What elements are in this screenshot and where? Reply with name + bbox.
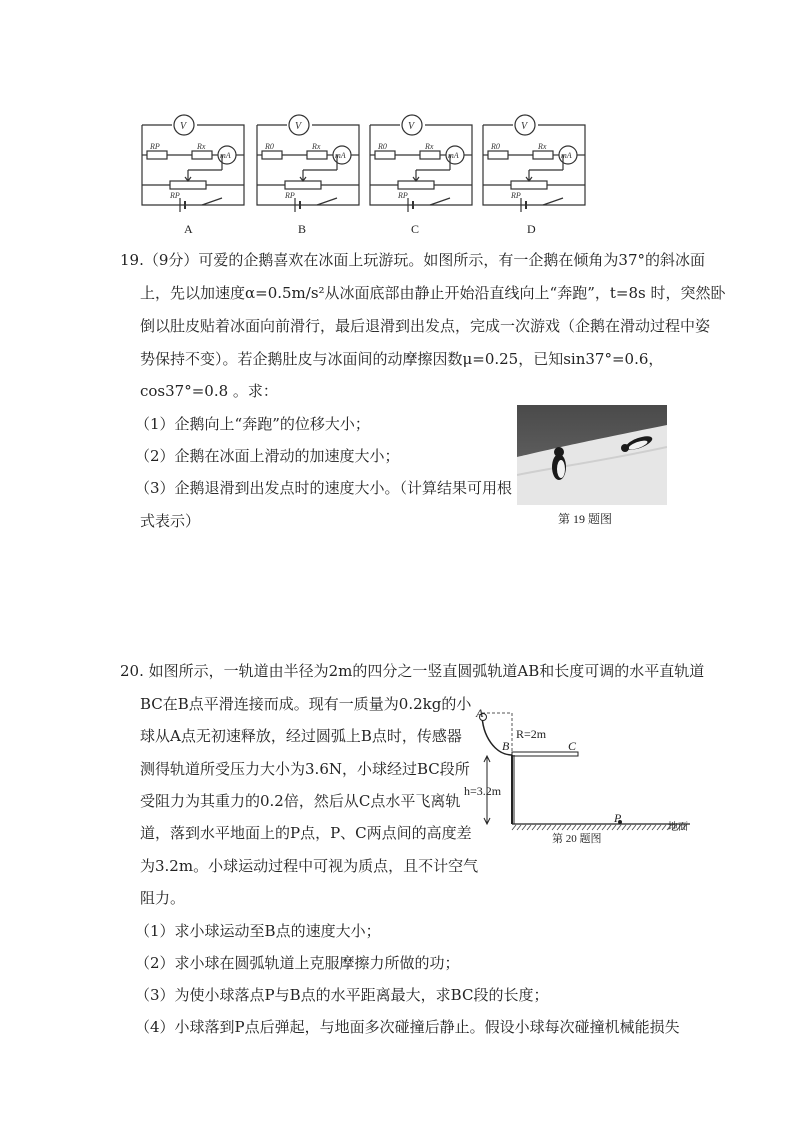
svg-text:Rx: Rx — [538, 142, 547, 151]
q20-line-5: 受阻力为其重力的0.2倍，然后从C点水平飞离轨 — [140, 792, 461, 810]
q20-line-8: 阻力。 — [140, 889, 186, 907]
circuit-b — [257, 115, 359, 212]
circuit-a — [142, 115, 244, 212]
q20-line-7: 为3.2m。小球运动过程中可视为质点，且不计空气 — [140, 857, 479, 875]
fig20-label-c: C — [568, 739, 577, 753]
svg-text:Rx: Rx — [312, 142, 321, 151]
q20-line-4: 测得轨道所受压力大小为3.6N，小球经过BC段所 — [140, 760, 470, 778]
circuit-label-b: B — [298, 222, 307, 236]
q20-sub-2: （2）求小球在圆弧轨道上克服摩擦力所做的功； — [135, 954, 460, 972]
q20-sub-3: （3）为使小球落点P与B点的水平距离最大，求BC段的长度； — [135, 986, 549, 1004]
fig20-label-h: h=3.2m — [464, 784, 502, 798]
circuit-d — [483, 115, 585, 212]
fig20-label-a: A — [476, 706, 484, 720]
q19-sub-3b: 式表示） — [140, 512, 201, 530]
svg-text:RP: RP — [511, 191, 521, 200]
fig20-label-r: R=2m — [516, 727, 547, 741]
circuit-label-d: D — [527, 222, 536, 236]
circuit-label-a: A — [184, 222, 193, 236]
q19-line-4: 势保持不变）。若企鹅肚皮与冰面间的动摩擦因数μ=0.25，已知sin37°=0.6， — [140, 350, 664, 368]
q19-line-3: 倒以肚皮贴着冰面向前滑行，最后退滑到出发点，完成一次游戏（企鹅在滑动过程中姿 — [140, 317, 711, 335]
svg-text:V: V — [408, 121, 415, 132]
svg-text:RP: RP — [150, 142, 160, 151]
svg-text:Rx: Rx — [197, 142, 206, 151]
q19-sub-3: （3）企鹅退滑到出发点时的速度大小。（计算结果可用根 — [135, 479, 513, 497]
svg-text:V: V — [521, 121, 528, 132]
q20-line-3: 球从A点无初速释放，经过圆弧上B点时，传感器 — [140, 727, 462, 745]
q19-line-2: 上，先以加速度α=0.5m/s²从冰面底部由静止开始沿直线向上“奔跑”，t=8s 时，突然卧 — [140, 284, 726, 302]
svg-text:RP: RP — [170, 191, 180, 200]
svg-text:mA: mA — [448, 151, 459, 160]
q19-line-5: cos37°=0.8 。求： — [140, 382, 278, 400]
fig20-label-b: B — [502, 739, 510, 753]
fig20-label-ground: 地面 — [668, 822, 688, 833]
fig20-caption: 第 20 题图 — [552, 833, 602, 845]
svg-text:R0: R0 — [265, 142, 274, 151]
svg-text:R0: R0 — [491, 142, 500, 151]
svg-text:RP: RP — [398, 191, 408, 200]
svg-text:Rx: Rx — [425, 142, 434, 151]
svg-text:V: V — [295, 121, 302, 132]
q19-sub-1: （1）企鹅向上“奔跑”的位移大小； — [135, 415, 370, 433]
svg-text:mA: mA — [335, 151, 346, 160]
q20-line-1: 20. 如图所示，一轨道由半径为2m的四分之一竖直圆弧轨道AB和长度可调的水平直轨道 — [120, 662, 705, 680]
fig20-label-p: P — [614, 811, 622, 825]
svg-text:V: V — [180, 121, 187, 132]
penguin-photo — [517, 405, 667, 505]
q20-sub-4: （4）小球落到P点后弹起，与地面多次碰撞后静止。假设小球每次碰撞机械能损失 — [135, 1018, 680, 1036]
q20-line-6: 道，落到水平地面上的P点，P、C两点间的高度差 — [140, 824, 472, 842]
circuit-diagrams — [130, 110, 730, 240]
q19-figure-caption: 第 19 题图 — [558, 512, 613, 526]
svg-text:RP: RP — [285, 191, 295, 200]
q20-sub-1: （1）求小球运动至B点的速度大小； — [135, 922, 381, 940]
q20-line-2: BC在B点平滑连接而成。现有一质量为0.2kg的小 — [140, 695, 472, 713]
svg-text:R0: R0 — [378, 142, 387, 151]
svg-text:mA: mA — [561, 151, 572, 160]
circuit-c — [370, 115, 472, 212]
circuit-label-c: C — [411, 222, 420, 236]
svg-text:mA: mA — [220, 151, 231, 160]
q19-sub-2: （2）企鹅在冰面上滑动的加速度大小； — [135, 447, 400, 465]
q19-line-1: 19.（9分）可爱的企鹅喜欢在冰面上玩游玩。如图所示，有一企鹅在倾角为37°的斜冰面 — [120, 251, 705, 269]
